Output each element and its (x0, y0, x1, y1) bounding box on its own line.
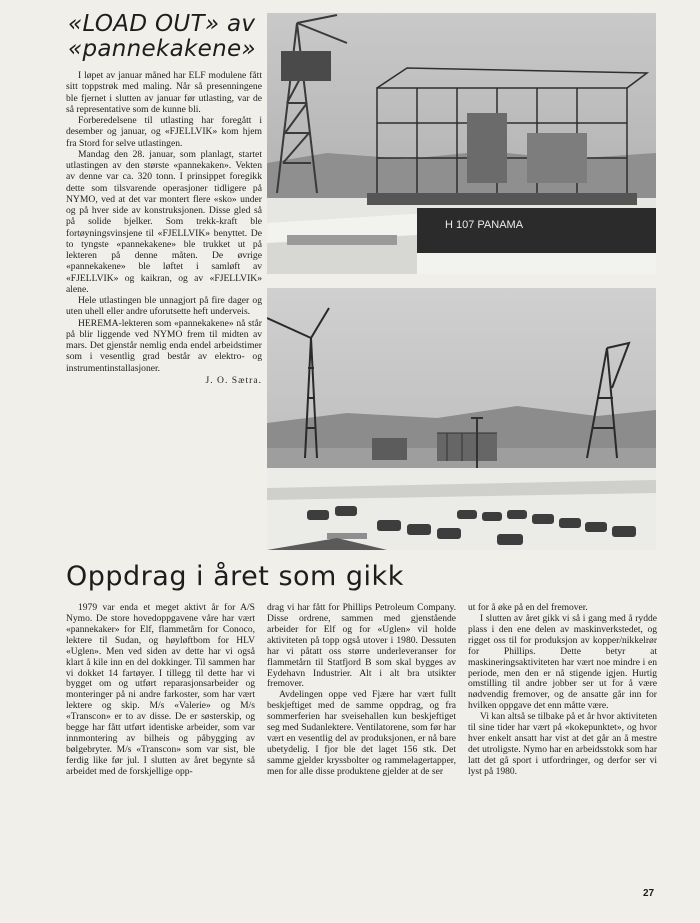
article-paragraph: HEREMA-lekteren som «pannekakene» nå står på blir liggende ved NYMO frem til midten av mars. Det gjenstår nemlig enda endel arbeidstimer som i vesentlig grad består av elektro- og instrumentinstallasjoner. (66, 317, 262, 374)
photo-module-image (267, 13, 656, 274)
article-column-1 (66, 603, 255, 903)
author-signature: J. O. Sætra. (205, 374, 262, 386)
load-out-article (66, 12, 262, 386)
barge-label: H 107 PANAMA (445, 219, 524, 231)
article-column-2 (267, 603, 456, 903)
article-paragraph: Forberedelsene til utlasting har foregått i desember og januar, og «FJELLVIK» kom hjem fra Stord for selve utlastingen. (66, 115, 262, 149)
article-paragraph: ut for å øke på en del fremover. (468, 602, 588, 613)
oppdrag-article-body (66, 603, 657, 903)
article-column-3 (468, 603, 657, 903)
article-paragraph: Hele utlastingen ble unnagjort på fire dager og uten uhell eller andre uforutsette heft underveis. (66, 295, 262, 318)
oppdrag-article-title: Oppdrag i året som gikk (66, 561, 404, 592)
article-paragraph: I slutten av året gikk vi så i gang med å rydde plass i den ene delen av maskinverkstedet, og rigget oss til for produksjon av kopper/nikkelrør for Phillips. Dette betyr at maskineringsaktiviteten har vært noe mindre i en periode, men den er nå stigende igjen. Hurtig omstilling til andre jobber ser ut for å være nødvendig fremover, og de ansatte går inn for hvilken oppgave det enn måtte være. (468, 612, 657, 712)
article-paragraph: 1979 var enda et meget aktivt år for A/S Nymo. De store hovedoppgavene våre har vært «pannekaker» for Elf, flammetårn for Conoco, lektere til Sudan, og høyløftbom for HLV «Uglen». Men ved siden av dette har vi også klart å kile inn en del dokkinger. Til sammen har vi dokket 14 fartøyer. I tillegg til dette har vi bygget om og utført reparasjonsarbeider og monteringer på ni andre farkoster, som har vært lektere og skip. M/s «Valerie» og M/s «Transcon» er to av disse. De er søsterskip, og begge har fått utført identiske arbeider, som var innmontering av bilheis og påbygging av bølgebryter. M/s «Transcon» som var sist, ble ferdig like før jul. I slutten av året begynte så arbeidet med de forskjellige opp- (66, 602, 255, 777)
article-paragraph: Avdelingen oppe ved Fjære har vært fullt beskjeftiget med de samme oppdrag, og fra sommerferien har sveisehallen kun beskjeftiget seg med Sudanlektere. Ventilatorene, som før har vært en vesentlig del av produksjonen, er nå bare ubetydelig. I fjor ble det laget 156 stk. Det samme gjelder kryssbolter og rammelagertapper, men for alle disse produktene gjelder at de ser (267, 689, 456, 777)
photo-shipyard (267, 288, 656, 550)
photo-module-on-barge (267, 13, 656, 274)
article-paragraph: I løpet av januar måned har ELF modulene fått sitt toppstrøk med maling. Når så presenningene ble fjernet i slutten av januar før utlasting, var de så representative som de kunne bli. (66, 70, 262, 115)
page-number: 27 (643, 888, 655, 899)
article-title: «LOAD OUT» av «pannekakene» (68, 11, 256, 62)
article-paragraph: drag vi har fått for Phillips Petroleum Company. Disse ordrene, sammen med gjenstående arbeider for Elf og for «Uglen» vil holde aktiviteten på topp også utover i 1980. Dessuten har vi påtatt oss større underleveranser for flammetårn til Statfjord B som skal bygges av Eydehavn Industrier. Alt i alt bra utsikter fremover. (267, 602, 456, 690)
photo-shipyard-image (267, 288, 656, 550)
article-paragraph: Mandag den 28. januar, som planlagt, startet utlastingen av den største «pannekaken». Vekten av denne var ca. 320 tonn. I prinsippet foregikk dette som tilsvarende operasjoner tidligere på NYMO, ved at det var montert flere «sko» under og på hver side av konstruksjonen. Disse gled så på solide bjelker. Som trekk-kraft ble fortøyningsvinsjene til «FJELLVIK» benyttet. De to tyngste «pannekakene» ble trukket ut på lekteren på denne måten. De øvrige «pannekakene» ble løftet i samløft av «FJELLVIK» og kaikran, og av «FJELLVIK» alene. (66, 148, 262, 295)
article-paragraph: Vi kan altså se tilbake på et år hvor aktiviteten til sine tider har vært på «kokepunktet», og hvor hver enkelt ansatt har vist at det går an å mestre det utroligste. Nymo har en arbeidsstokk som har latt det gå sport i utfordringer, og derfor ser vi lyst på 1980. (468, 711, 657, 777)
